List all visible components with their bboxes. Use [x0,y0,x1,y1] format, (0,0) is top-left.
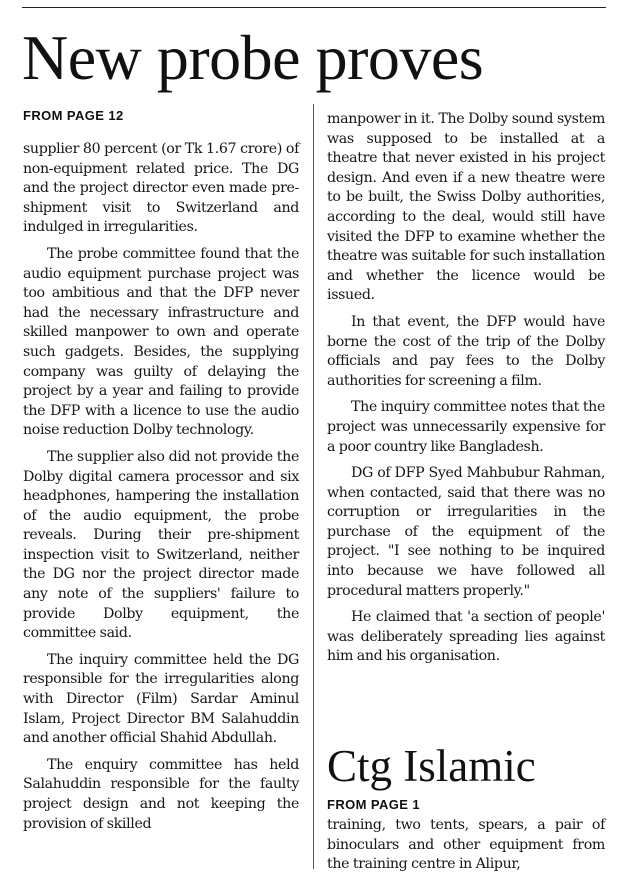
second-article-column [327,816,605,882]
jump-label: FROM PAGE 12 [23,108,124,123]
paragraph: The enquiry committee has held Salahuddin responsible for the faulty project design and not keeping the provision of skilled [23,756,299,832]
paragraph: manpower in it. The Dolby sound system was supposed to be installed at a theatre that never existed in his project design. And even if a new theatre were to be built, the Swiss Dolby authorities, according to the deal, would still have visited the DFP to examine whether the theatre was suitable for such installation and whether the licence would be issued. [327,111,605,304]
article-column-right [327,110,605,674]
paragraph: He claimed that 'a section of people' was deliberately spreading lies against him and his organisation. [327,609,605,665]
paragraph: The probe committee found that the audio equipment purchase project was too ambitious and that the DFP never had the necessary infrastructure and skilled manpower to own and operate such gadgets. Besides, the supplying company was guilty of delaying the project by a year and failing to provide the DFP with a licence to use the audio noise reduction Dolby technology. [23,245,299,439]
second-jump-label: FROM PAGE 1 [327,797,421,812]
paragraph: The inquiry committee notes that the project was unnecessarily expensive for a poor country like Bangladesh. [327,399,605,455]
paragraph: In that event, the DFP would have borne the cost of the trip of the Dolby officials and pay fees to the Dolby authorities for screening a film. [327,313,605,389]
paragraph: The inquiry committee held the DG responsible for the irregularities along with Director (Film) Sardar Aminul Islam, Project Director BM Salahuddin and another official Shahid Abdullah. [23,651,299,747]
article-column-left [23,140,299,841]
paragraph: The supplier also did not provide the Dolby digital camera processor and six headphones, hampering the installation of the audio equipment, the probe reveals. During their pre-shipment inspection visit to Switzerland, neither the DG nor the project director made any note of the suppliers' failure to provide Dolby equipment, the committee said. [23,448,299,642]
article-headline: New probe proves [22,22,484,93]
column-rule [313,104,314,869]
paragraph: training, two tents, spears, a pair of binoculars and other equipment from the training centre in Alipur, [327,817,605,873]
paragraph: supplier 80 percent (or Tk 1.67 crore) of non-equipment related price. The DG and the project director even made pre-shipment visit to Switzerland and indulged in irregularities. [23,141,299,236]
paragraph: DG of DFP Syed Mahbubur Rahman, when contacted, said that there was no corruption or irregularities in the purchase of the equipment of the project. "I see nothing to be inquired into because we have followed all procedural matters properly." [327,465,605,599]
second-article-headline: Ctg Islamic [327,741,536,791]
top-rule [22,7,606,8]
